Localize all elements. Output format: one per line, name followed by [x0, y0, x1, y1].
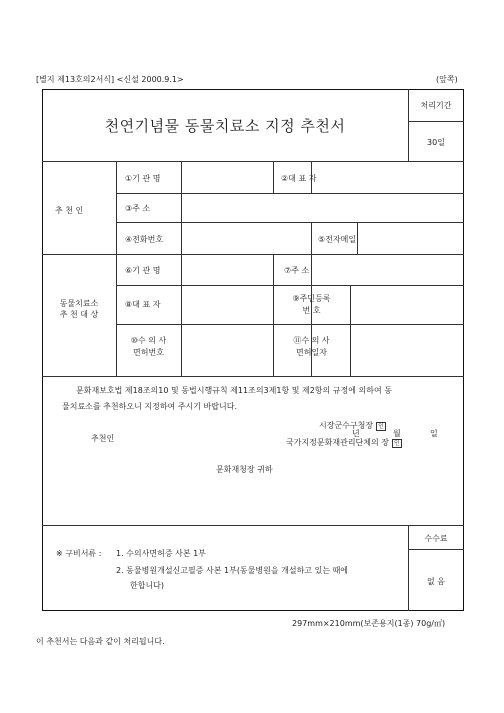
bottom-note: 이 추천서는 다음과 같이 처리됩니다.: [36, 637, 165, 646]
date-day: 일: [430, 429, 438, 438]
required-docs-label: ※ 구비서류 :: [56, 549, 102, 558]
date-month: 월: [393, 429, 401, 438]
statement-line-1: 문화재보호법 제18조의10 및 동법시행규칙 제11조의3제1항 및 제2항의 규정에 의하여 동: [76, 386, 392, 395]
email-label: ⑤전자메일: [318, 235, 357, 244]
recommender-signature-label: 추천인: [91, 434, 115, 443]
front-side-label: (앞쪽): [436, 75, 458, 84]
target-agency-label: ⑥기 관 명: [125, 266, 161, 275]
official-title-2: 국가지정문화재관리단체의 장: [286, 438, 390, 447]
official-line-2: [286, 437, 402, 448]
rrn-label-2: 번 호: [302, 306, 321, 315]
seal-mark: 인: [378, 423, 384, 430]
phone-label: ④전화번호: [125, 235, 164, 244]
required-doc-1: 1. 수의사면허증 사본 1부: [116, 549, 206, 558]
form-number: [별지 제13호의2서식] <신설 2000.9.1>: [36, 75, 184, 84]
vet-license-date-label-2: 면허일자: [296, 348, 327, 357]
target-section-label-1: 동물치료소: [59, 299, 99, 308]
frame-left: [42, 89, 43, 611]
processing-period-value: 30일: [427, 138, 445, 147]
vet-license-no-label-2: 면허번호: [133, 348, 164, 357]
required-doc-2a: 2. 동물병원개설신고필증 사본 1부(동물병원을 개설하고 있는 때에: [116, 566, 349, 575]
target-section-label-2: 추 천 대 상: [59, 310, 99, 319]
processing-period-label: 처리기간: [420, 101, 452, 110]
official-title-1: 시장군수구청장: [319, 421, 374, 430]
official-line-1: [319, 420, 386, 431]
vet-license-no-label-1: ⑩수 의 사: [130, 336, 167, 345]
statement-line-2: 물치료소를 추천하오니 지정하여 주시기 바랍니다.: [62, 402, 238, 411]
target-representative-label: ⑧대 표 자: [125, 300, 161, 309]
representative-label: ②대 표 자: [281, 174, 317, 183]
recommender-section-label: 추 천 인: [55, 206, 84, 215]
required-doc-2b: 한합니다): [130, 581, 165, 590]
form-title: 천연기념물 동물치료소 지정 추천서: [104, 117, 346, 135]
fee-value: 없 음: [427, 577, 445, 586]
date-year: 년: [352, 429, 360, 438]
rrn-label-1: ⑨주민등록: [292, 294, 331, 303]
address-label: ③주 소: [125, 204, 151, 213]
addressee: 문화재청장 귀하: [216, 465, 273, 474]
vet-license-date-label-1: ⑪수 의 사: [293, 336, 330, 345]
paper-spec: 297mm×210mm(보존용지(1종) 70g/㎡): [292, 619, 446, 628]
frame-bottom: [42, 610, 464, 611]
agency-name-label: ①기 관 명: [125, 174, 161, 183]
fee-label: 수수료: [424, 534, 448, 543]
seal-mark: 인: [394, 440, 400, 447]
target-address-label: ⑦주 소: [284, 266, 310, 275]
frame-top: [42, 89, 464, 90]
